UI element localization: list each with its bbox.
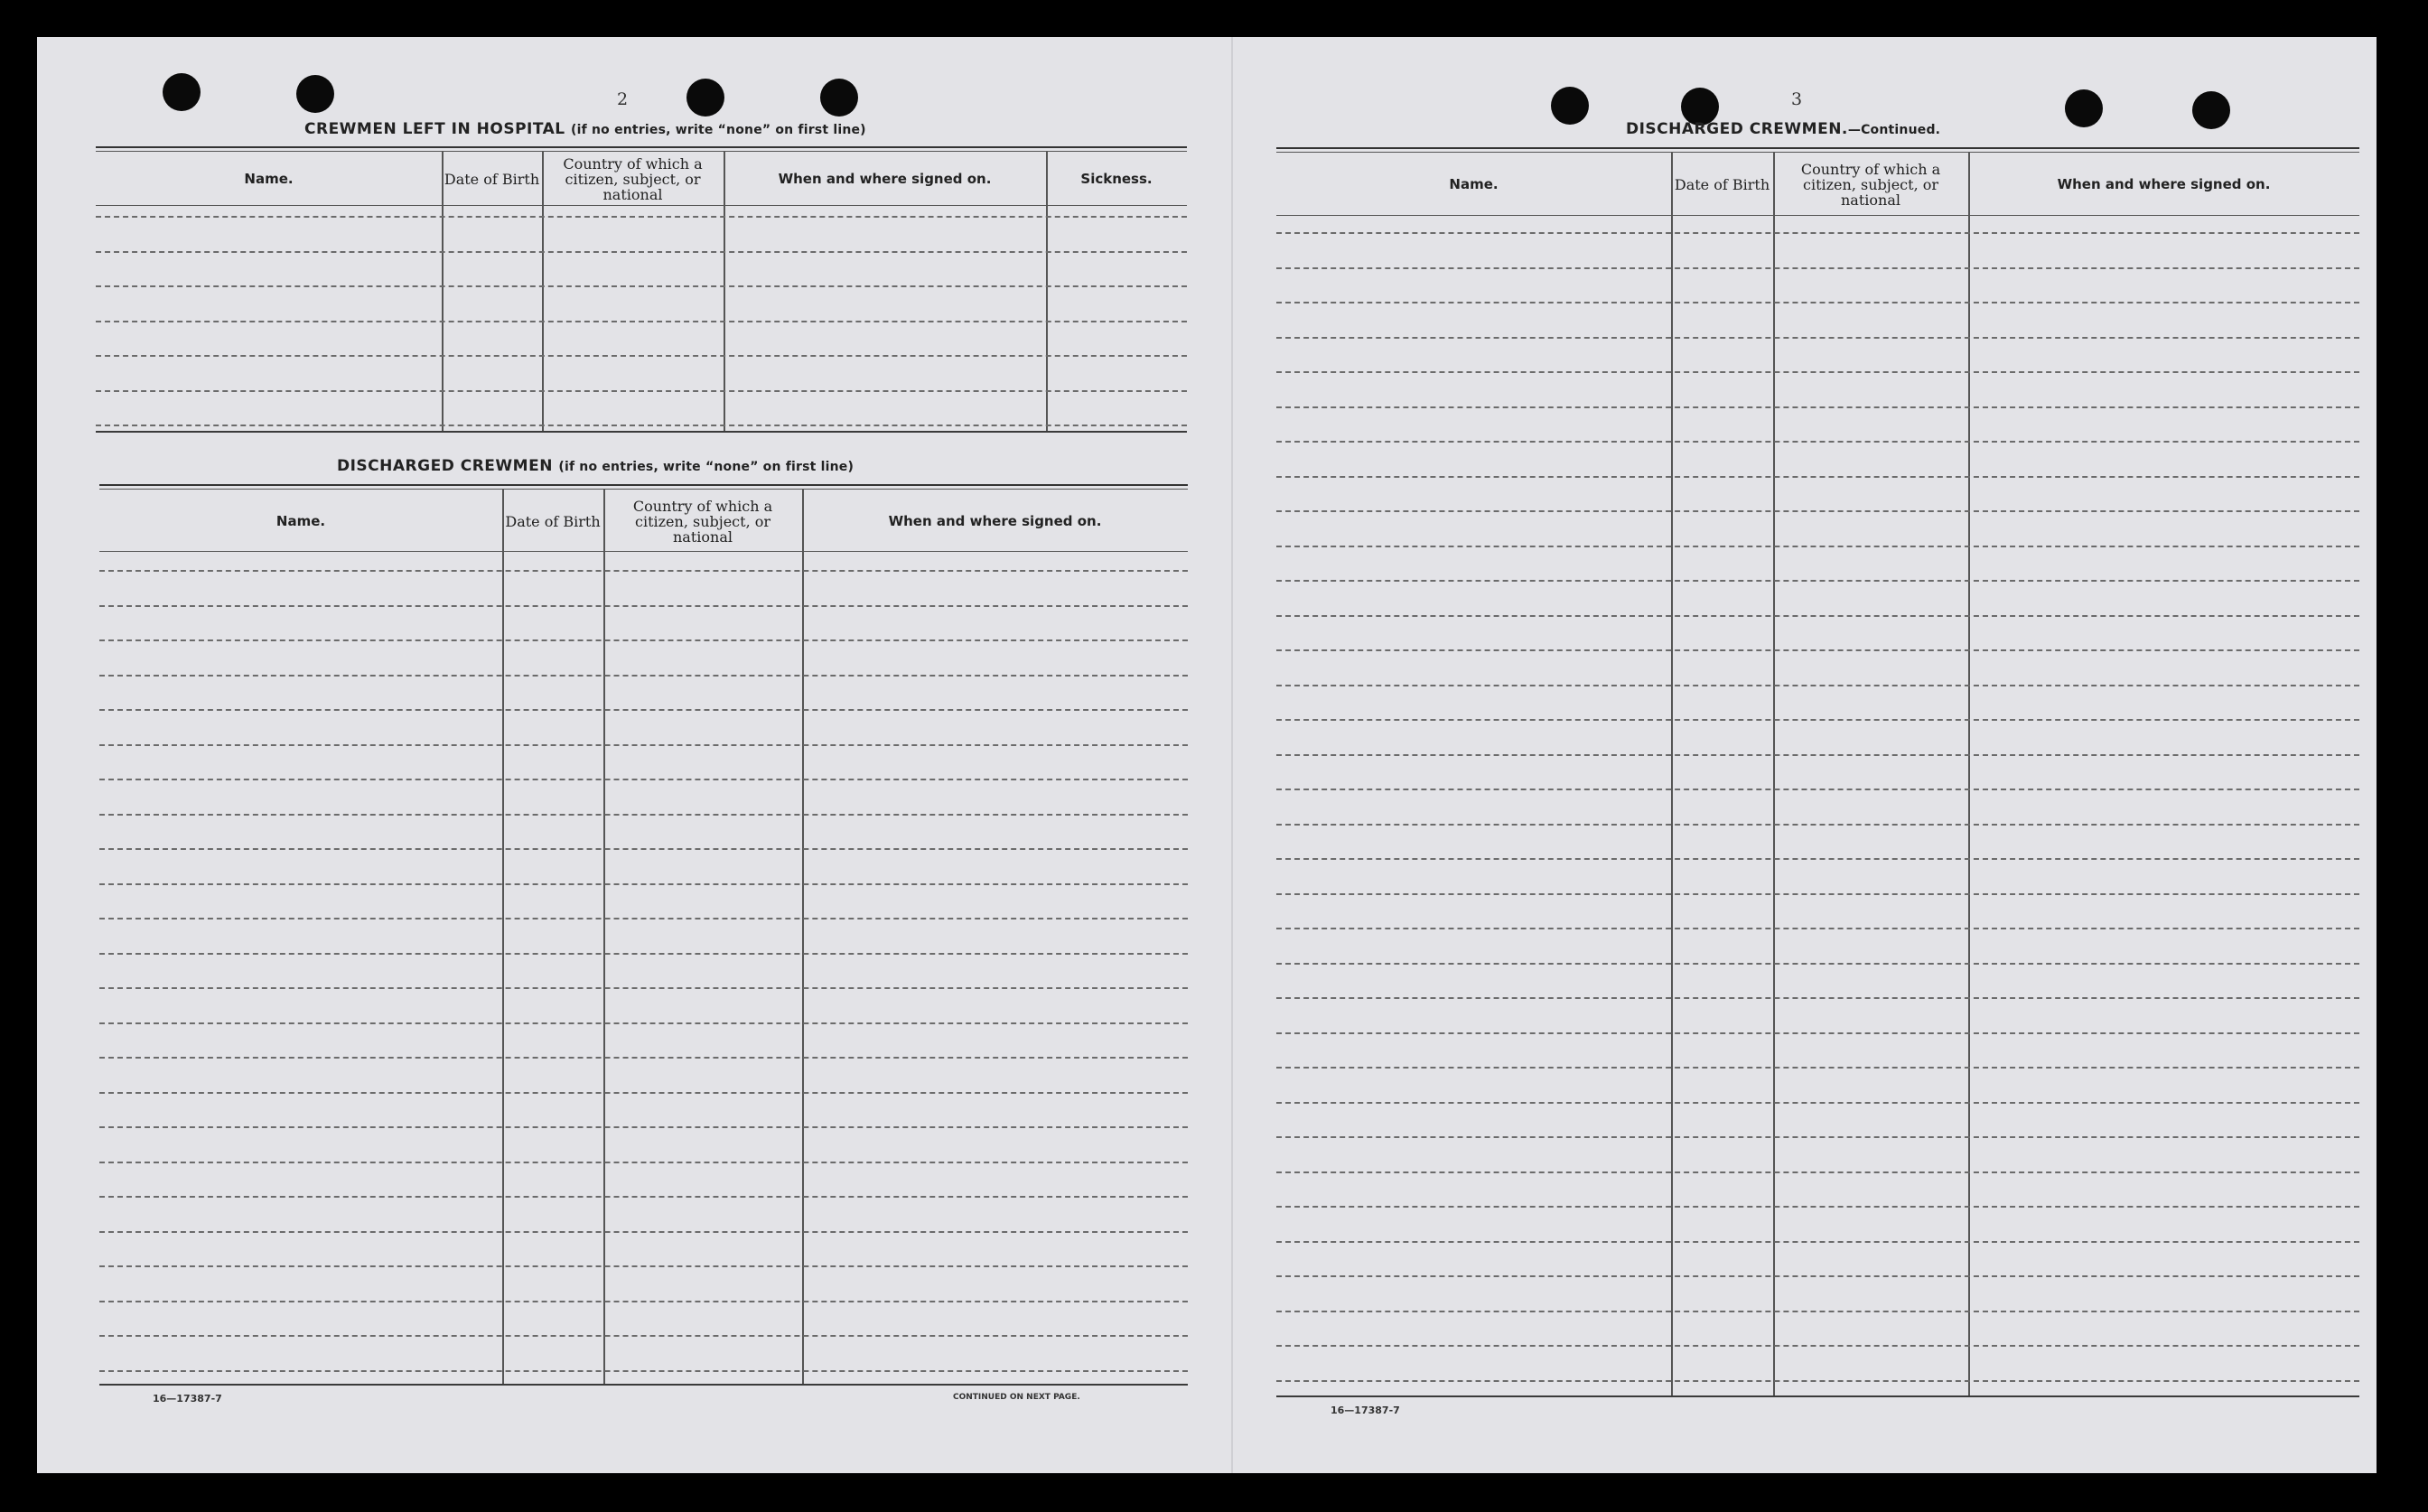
entry-line (96, 251, 1187, 253)
form-sheet (37, 37, 2377, 1473)
entry-line (1276, 476, 2359, 478)
entry-line (1276, 371, 2359, 373)
entry-line (99, 1126, 1188, 1128)
hospital-instruction: (if no entries, write “none” on first line) (571, 123, 866, 137)
column-header: Date of Birth (444, 171, 540, 188)
entry-line (99, 1231, 1188, 1233)
column-header: Country of which a citizen, subject, or national (1800, 161, 1941, 209)
entry-line (1276, 789, 2359, 790)
column-divider (502, 490, 504, 1386)
entry-line (96, 355, 1187, 357)
entry-line (99, 1022, 1188, 1024)
entry-line (1276, 267, 2359, 269)
form-number-left: 16—17387-7 (153, 1393, 222, 1405)
hospital-title-text: CREWMEN LEFT IN HOSPITAL (304, 120, 565, 138)
entry-line (96, 321, 1187, 322)
entry-line (1276, 1275, 2359, 1277)
entry-line (1276, 337, 2359, 339)
hospital-table (96, 146, 1187, 433)
entry-line (1276, 615, 2359, 617)
table-bottom-rule (1276, 1395, 2359, 1397)
punch-hole (686, 79, 724, 117)
entry-line (1276, 649, 2359, 651)
column-header: Name. (244, 171, 294, 187)
table-top-rule (96, 146, 1187, 148)
page-number-left: 2 (617, 89, 629, 109)
punch-hole (2065, 89, 2103, 127)
entry-line (1276, 824, 2359, 826)
entry-line (99, 675, 1188, 677)
column-header: Name. (275, 512, 326, 529)
continued-table (1276, 147, 2359, 1397)
entry-line (1276, 1241, 2359, 1243)
entry-line (1276, 546, 2359, 547)
entry-line (96, 390, 1187, 392)
entry-line (1276, 858, 2359, 860)
entry-line (99, 1196, 1188, 1198)
column-header: Date of Birth (1674, 176, 1770, 193)
column-divider (1671, 153, 1673, 1397)
column-divider (1773, 153, 1775, 1397)
entry-line (99, 1301, 1188, 1302)
column-divider (802, 490, 804, 1386)
punch-hole (163, 73, 201, 111)
entry-line (1276, 1345, 2359, 1347)
entry-line (1276, 963, 2359, 965)
column-divider (603, 490, 605, 1386)
continued-label: —Continued. (1847, 123, 1941, 137)
entry-line (1276, 928, 2359, 929)
punch-hole (2192, 91, 2230, 129)
entry-line (99, 883, 1188, 885)
entry-line (96, 285, 1187, 287)
table-top-rule (1276, 147, 2359, 149)
column-header: Date of Birth (505, 512, 601, 530)
table-header-rule (96, 205, 1187, 206)
entry-line (1276, 719, 2359, 721)
entry-line (99, 779, 1188, 780)
punch-hole (296, 75, 334, 113)
entry-line (1276, 893, 2359, 895)
column-divider (1968, 153, 1970, 1397)
table-top-rule-inner (1276, 152, 2359, 153)
punch-hole (1551, 87, 1589, 125)
discharged-section-title (337, 457, 854, 475)
entry-line (1276, 406, 2359, 408)
table-header-rule (99, 551, 1188, 552)
entry-line (1276, 1206, 2359, 1208)
continued-section-title (1626, 120, 1940, 138)
continued-title-text: DISCHARGED CREWMEN. (1626, 120, 1848, 138)
discharged-title-text: DISCHARGED CREWMEN (337, 457, 553, 475)
entry-line (99, 709, 1188, 711)
entry-line (99, 1092, 1188, 1094)
entry-line (99, 848, 1188, 850)
entry-line (99, 1335, 1188, 1337)
entry-line (96, 216, 1187, 218)
entry-line (99, 1057, 1188, 1059)
entry-line (1276, 302, 2359, 303)
entry-line (1276, 1380, 2359, 1382)
entry-line (1276, 754, 2359, 756)
page-fold (1231, 37, 1233, 1473)
entry-line (99, 1162, 1188, 1163)
punch-hole (820, 79, 858, 117)
entry-line (1276, 685, 2359, 686)
table-header-rule (1276, 215, 2359, 216)
table-top-rule (99, 484, 1188, 486)
entry-line (99, 570, 1188, 572)
entry-line (99, 987, 1188, 989)
entry-line (99, 953, 1188, 955)
entry-line (1276, 1311, 2359, 1312)
column-header: When and where signed on. (888, 512, 1102, 529)
entry-line (99, 605, 1188, 607)
table-top-rule-inner (99, 489, 1188, 490)
entry-line (99, 814, 1188, 816)
column-header: When and where signed on. (2057, 176, 2271, 192)
column-header: Sickness. (1080, 171, 1153, 187)
entry-line (99, 744, 1188, 746)
entry-line (99, 639, 1188, 641)
column-header: Country of which a citizen, subject, or national (632, 497, 773, 546)
entry-line (99, 1265, 1188, 1267)
entry-line (1276, 1136, 2359, 1138)
entry-line (1276, 441, 2359, 443)
entry-line (1276, 1102, 2359, 1104)
entry-line (1276, 580, 2359, 582)
entry-line (1276, 510, 2359, 512)
table-bottom-rule (99, 1384, 1188, 1386)
entry-line (99, 918, 1188, 919)
table-top-rule-inner (96, 151, 1187, 152)
entry-line (99, 1370, 1188, 1372)
entry-line (96, 425, 1187, 426)
page-number-right: 3 (1791, 89, 1803, 109)
column-header: Name. (1449, 176, 1499, 192)
entry-line (1276, 1067, 2359, 1069)
entry-line (1276, 997, 2359, 999)
form-number-right: 16—17387-7 (1331, 1405, 1400, 1416)
discharged-table (99, 484, 1188, 1386)
column-header: When and where signed on. (778, 171, 992, 187)
column-header: Country of which a citizen, subject, or national (563, 155, 703, 203)
continued-note: CONTINUED ON NEXT PAGE. (953, 1393, 1080, 1402)
hospital-section-title (304, 120, 866, 138)
table-bottom-rule (96, 431, 1187, 433)
entry-line (1276, 232, 2359, 234)
discharged-instruction: (if no entries, write “none” on first line) (558, 460, 854, 474)
entry-line (1276, 1171, 2359, 1173)
entry-line (1276, 1032, 2359, 1034)
